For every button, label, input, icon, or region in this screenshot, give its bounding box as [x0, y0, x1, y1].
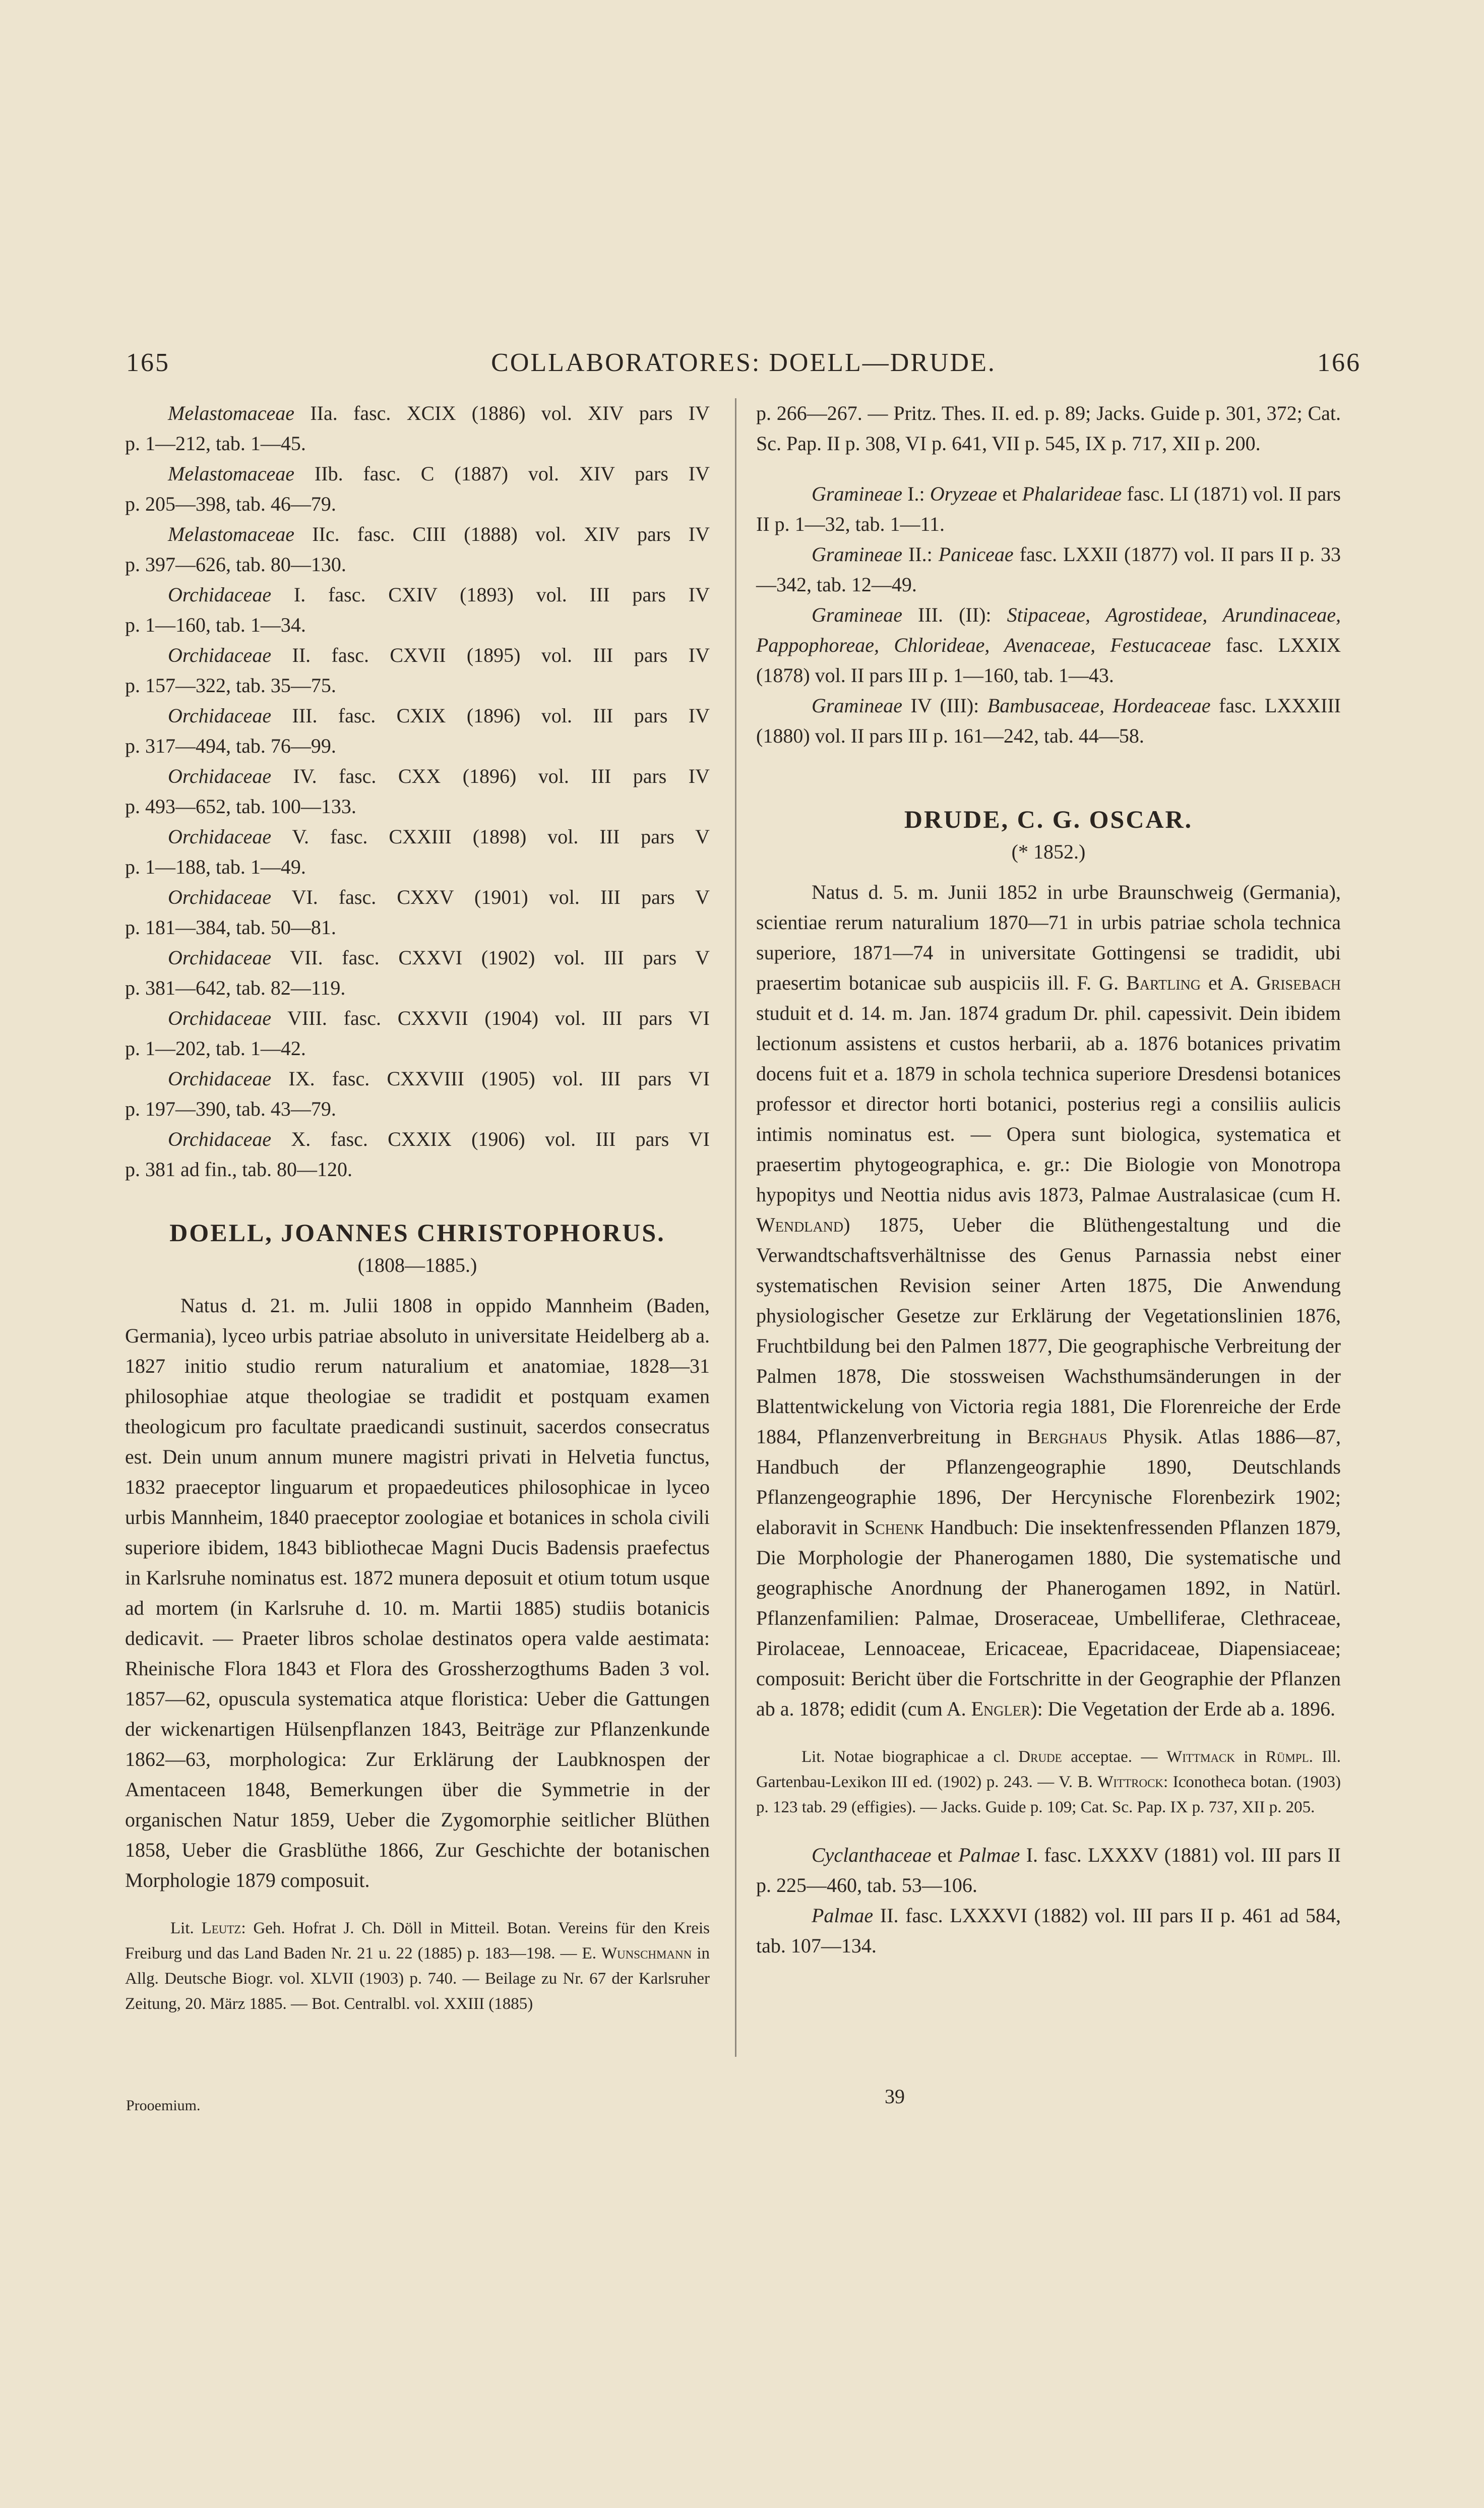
monograph-entry [125, 882, 710, 943]
entry-text: IV. fasc. CXX (1896) vol. III pars IV [271, 765, 710, 787]
bio-text: Handbuch: Die insektenfressenden Pflanzen 1879, Die Morphologie der Phanerogamen 1880, Die systematische und geographische Anordnung der Phanerogamen 1892, in Natürl. Pflanzenfamilien: Palmae, Droseraceae, Umbelliferae, Clethraceae, Pirolaceae, Lennoaceae, Ericaceae, Epacridaceae, Diapensiaceae; composuit: Bericht über die Fortschritte in der Geographie der Pflanzen ab a. 1878; edidit (cum A. [756, 1516, 1341, 1720]
monograph-entry-line [125, 701, 710, 731]
continued-citation: p. 266—267. — Pritz. Thes. II. ed. p. 89; Jacks. Guide p. 301, 372; Cat. Sc. Pap. II p. 308, VI p. 641, VII p. 545, IX p. 717, XII p. 200. [756, 402, 1341, 455]
doell-literature [125, 1916, 710, 2016]
taxon-name: Bambusaceae, Hordeaceae [987, 694, 1211, 717]
taxon-name: Gramineae [812, 543, 902, 566]
page-number-right: 166 [1317, 348, 1361, 377]
lit-text: : Geh. Hofrat J. Ch. Döll in Mitteil. Botan. Vereins für den Kreis Freiburg und das Land Baden Nr. 21 u. 22 (1885) p. 183—198. — E. [125, 1919, 710, 1963]
left-column [125, 398, 710, 2016]
person-name: Wendland [756, 1213, 844, 1236]
doell-heading: DOELL, JOANNES CHRISTOPHORUS. [169, 1218, 665, 1247]
entry-text: VIII. fasc. CXXVII (1904) vol. III pars VI [271, 1007, 710, 1029]
entry-text: VI. fasc. CXXV (1901) vol. III pars V [271, 886, 710, 908]
monograph-entry [125, 1124, 710, 1185]
monograph-entry-line [125, 882, 710, 912]
monograph-entry-pages: p. 157—322, tab. 35—75. [125, 674, 336, 697]
taxon-name: Gramineae [812, 482, 902, 505]
monograph-entry-line [125, 1124, 710, 1154]
doell-biography-text: Natus d. 21. m. Julii 1808 in oppido Mannheim (Baden, Germania), lyceo urbis patriae absoluto in universitate Heidelberg ab a. 1827 initio studio rerum naturalium et anatomiae, 1828—31 philosophiae atque theologiae se tradidit et postquam examen theologicum pro facultate praedicandi sustinuit, sacerdos consecratus est. Dein unum annum munere magistri privati in Helvetia functus, 1832 praeceptor linguarum et propaedeutices philosophicae in lyceo urbis Mannheim, 1840 praeceptor zoologiae et botanices in schola civili superiore ibidem, 1843 bibliothecae Magni Ducis Badensis praefectus in Karlsruhe nominatus est. 1872 munera deposuit et otium totum usque ad mortem (in Karlsruhe d. 10. m. Martii 1885) studiis botanicis dedicavit. — Praeter libros scholae destinatos opera valde aestimata: Rheinische Flora 1843 et Flora des Grossherzogthums Baden 3 vol. 1857—62, opuscula systematica atque floristica: Ueber die Gattungen der wickenartigen Hülsenpflanzen 1843, Beiträge zur Pflanzenkunde 1862—63, morphologica: Zur Erklärung der Laubknospen der Amentaceen 1848, Bemerkungen über die Symmetrie in der organischen Natur 1859, Ueber die Zygomorphie seitlicher Blüthen 1858, Ueber die Grasblüthe 1866, Zur Geschichte der botanischen Morphologie 1879 composuit. [125, 1294, 710, 1891]
monograph-entry [125, 640, 710, 701]
taxon-name: Orchidaceae [168, 1007, 272, 1029]
monograph-entry-pages: p. 197—390, tab. 43—79. [125, 1097, 336, 1120]
lit-text: . Ill. Gartenbau-Lexikon III ed. (1902) p. 243. — V. B. [756, 1748, 1341, 1791]
monograph-entry-line [125, 761, 710, 791]
entry-text: IX. fasc. CXXVIII (1905) vol. III pars VI [271, 1067, 710, 1090]
entry-text: I. fasc. CXIV (1893) vol. III pars IV [271, 583, 710, 606]
monograph-entry-line [125, 459, 710, 489]
monograph-entry [125, 459, 710, 519]
taxon-name: Orchidaceae [168, 1067, 272, 1090]
entry-text: IIc. fasc. CIII (1888) vol. XIV pars IV [294, 523, 710, 545]
entry-text: X. fasc. CXXIX (1906) vol. III pars VI [271, 1128, 710, 1150]
monograph-entry-line [125, 943, 710, 973]
taxon-name: Orchidaceae [168, 583, 272, 606]
taxon-name: Oryzeae [930, 482, 998, 505]
entry-text: IV (III): [902, 694, 987, 717]
monograph-entry [125, 398, 710, 459]
monograph-entry-line [125, 822, 710, 852]
taxon-name: Paniceae [938, 543, 1014, 566]
taxon-name: Cyclanthaceae [812, 1844, 932, 1866]
monograph-entry [125, 580, 710, 640]
taxon-name: Orchidaceae [168, 644, 272, 666]
lit-author: Drude [1018, 1748, 1062, 1766]
drude-monographs [756, 1840, 1341, 1961]
entry-text: V. fasc. CXXIII (1898) vol. III pars V [271, 825, 710, 848]
monograph-entry-pages: p. 397—626, tab. 80—130. [125, 553, 346, 576]
monograph-entry-line [125, 519, 710, 549]
entry-text: fasc. LXXIX (1878) vol. II pars III p. 1—160, tab. 1—43. [756, 634, 1341, 687]
drude-dates: (* 1852.) [1011, 840, 1086, 863]
lit-text: acceptae. — [1062, 1748, 1167, 1766]
lit-author: Wittmack [1166, 1748, 1235, 1766]
monograph-entry-pages: p. 381—642, tab. 82—119. [125, 976, 346, 999]
running-title: COLLABORATORES: DOELL—DRUDE. [491, 348, 996, 377]
bio-text: ): Die Vegetation der Erde ab a. 1896. [1030, 1697, 1335, 1720]
lit-author: Leutz [201, 1919, 241, 1937]
monograph-entry [125, 822, 710, 882]
monograph-entry-pages: p. 1—202, tab. 1—42. [125, 1037, 306, 1060]
entry-text: II. fasc. LXXXVI (1882) vol. III pars II p. 461 ad 584, tab. 107—134. [756, 1904, 1341, 1957]
monograph-entry [125, 519, 710, 580]
lit-label: Lit. [170, 1919, 202, 1937]
entry-text: et [931, 1844, 959, 1866]
bio-text: ) 1875, Ueber die Blüthengestaltung und die Verwandtschaftsverhältnisse des Genus Parnassia nebst einer systematischen Revision seiner Arten 1875, Die Anwendung physiologischer Gesetze zur Erklärung der Vegetationslinien 1876, Fruchtbildung bei den Palmen 1877, Die geographische Verbreitung der Palmen 1878, Die stossweisen Wachsthumsänderungen in der Blattentwickelung von Victoria regia 1881, Die Florenreiche der Erde 1884, Pflanzenverbreitung in [756, 1213, 1341, 1448]
entry-text: I. fasc. LXXXV (1881) vol. III pars II p. 225—460, tab. 53—106. [756, 1844, 1341, 1897]
person-name: Bartling [1126, 971, 1201, 994]
person-name: Schenk [864, 1516, 924, 1539]
entry-text: fasc. LI (1871) vol. II pars II p. 1—32, tab. 1—11. [756, 482, 1341, 535]
monograph-entry [125, 701, 710, 761]
taxon-name: Orchidaceae [168, 886, 272, 908]
monograph-list-left [125, 398, 710, 1185]
bio-text: Physik. Atlas 1886—87, Handbuch der Pflanzengeographie 1890, Deutschlands Pflanzengeographie 1896, Der Hercynische Florenbezirk 1902; elaboravit in [756, 1425, 1341, 1539]
entry-text: I.: [902, 482, 930, 505]
lit-author: Rümpl [1265, 1748, 1309, 1766]
monograph-entry-pages: p. 1—188, tab. 1—49. [125, 855, 306, 878]
entry-text: et [997, 482, 1022, 505]
drude-heading: DRUDE, C. G. OSCAR. [904, 805, 1193, 833]
taxon-name: Orchidaceae [168, 704, 272, 727]
entry-text: III. (II): [902, 603, 1007, 626]
taxon-name: Gramineae [812, 694, 902, 717]
monograph-entry [125, 943, 710, 1003]
person-name: Grisebach [1256, 971, 1341, 994]
taxon-name: Palmae [812, 1904, 874, 1927]
lit-text: in [1235, 1748, 1266, 1766]
signature-mark: Prooemium. [126, 2097, 201, 2114]
taxon-name: Palmae [958, 1844, 1020, 1866]
column-divider [735, 398, 736, 2057]
drude-biography [756, 877, 1341, 1724]
monograph-entry-line [125, 640, 710, 670]
page-header [126, 348, 1361, 383]
person-name: Berghaus [1027, 1425, 1107, 1448]
right-column [756, 398, 1341, 1961]
doell-biography [125, 1291, 710, 1895]
lit-text: in Allg. Deutsche Biogr. vol. XLVII (1903) p. 740. — Beilage zu Nr. 67 der Karlsruher Zeitung, 20. März 1885. — Bot. Centralbl. vol. XXIII (1885) [125, 1944, 710, 2013]
monograph-entry-line [125, 1003, 710, 1033]
doell-dates: (1808—1885.) [357, 1254, 477, 1276]
lit-text: Lit. Notae biographicae a cl. [801, 1748, 1019, 1766]
signature-number: 39 [885, 2085, 905, 2108]
monograph-entry-pages: p. 205—398, tab. 46—79. [125, 493, 336, 515]
bio-text: studuit et d. 14. m. Jan. 1874 gradum Dr. phil. capessivit. Dein ibidem lectionum assistens et custos herbarii, ab a. 1876 botanices privatim docens fuit et a. 1879 in schola technica superiore Dresdensi botanices professor et director horti botanici, posterius regi a consiliis aulicis intimis nominatus est. — Opera sunt biologica, systematica et praesertim phytogeographica, e. gr.: Die Biologie von Monotropa hypopitys und Neottia nidus avis 1873, Palmae Australasicae (cum H. [756, 1002, 1341, 1206]
person-name: Engler [971, 1697, 1031, 1720]
monograph-entry-pages: p. 381 ad fin., tab. 80—120. [125, 1158, 353, 1181]
taxon-name: Gramineae [812, 603, 902, 626]
taxon-name: Orchidaceae [168, 1128, 272, 1150]
monograph-entry-line [125, 580, 710, 610]
taxon-name: Orchidaceae [168, 946, 272, 969]
entry-text: fasc. LXXXIII (1880) vol. II pars III p. 161—242, tab. 44—58. [756, 694, 1341, 747]
entry-text: VII. fasc. CXXVI (1902) vol. III pars V [271, 946, 710, 969]
entry-text: IIb. fasc. C (1887) vol. XIV pars IV [294, 462, 710, 485]
monograph-entry-pages: p. 181—384, tab. 50—81. [125, 916, 336, 939]
monograph-entry-line [125, 398, 710, 429]
bio-text: Natus d. 5. m. Junii 1852 in urbe Braunschweig (Germania), scientiae rerum naturalium 1870—71 in urbis patriae schola technica superiore, 1871—74 in universitate Gottingensi se tradidit, ubi praesertim botanicae sub auspiciis ill. F. G. [756, 881, 1341, 994]
drude-literature [756, 1744, 1341, 1820]
page-number-left: 165 [126, 348, 170, 377]
monograph-entry [125, 1003, 710, 1064]
monograph-entry-pages: p. 1—160, tab. 1—34. [125, 614, 306, 636]
monograph-entry-pages: p. 317—494, tab. 76—99. [125, 735, 336, 757]
entry-text: IIa. fasc. XCIX (1886) vol. XIV pars IV [294, 402, 710, 424]
monograph-entry-pages: p. 493—652, tab. 100—133. [125, 795, 356, 818]
bio-text: et A. [1200, 971, 1257, 994]
monograph-entry [125, 761, 710, 822]
entry-text: II. fasc. CXVII (1895) vol. III pars IV [271, 644, 710, 666]
lit-author: Wittrock [1097, 1773, 1164, 1791]
lit-text: : Iconotheca botan. (1903) p. 123 tab. 29 (effigies). — Jacks. Guide p. 109; Cat. Sc. Pap. IX p. 737, XII p. 205. [756, 1773, 1341, 1816]
taxon-name: Melastomaceae [168, 523, 295, 545]
taxon-name: Melastomaceae [168, 402, 295, 424]
monograph-entry [125, 1064, 710, 1124]
taxon-name: Orchidaceae [168, 765, 272, 787]
entry-text: II.: [902, 543, 939, 566]
taxon-name: Phalarideae [1022, 482, 1122, 505]
gramineae-entries [756, 479, 1341, 751]
lit-author: Wunschmann [601, 1944, 692, 1963]
taxon-name: Melastomaceae [168, 462, 295, 485]
monograph-entry-line [125, 1064, 710, 1094]
entry-text: fasc. LXXII (1877) vol. II pars II p. 33—342, tab. 12—49. [756, 543, 1341, 596]
taxon-name: Orchidaceae [168, 825, 272, 848]
taxon-name: Stipaceae, Agrostideae, Arundinaceae, Pappophoreae, Chlorideae, Avenaceae, Festucaceae [756, 603, 1341, 656]
entry-text: III. fasc. CXIX (1896) vol. III pars IV [271, 704, 710, 727]
monograph-entry-pages: p. 1—212, tab. 1—45. [125, 432, 306, 455]
